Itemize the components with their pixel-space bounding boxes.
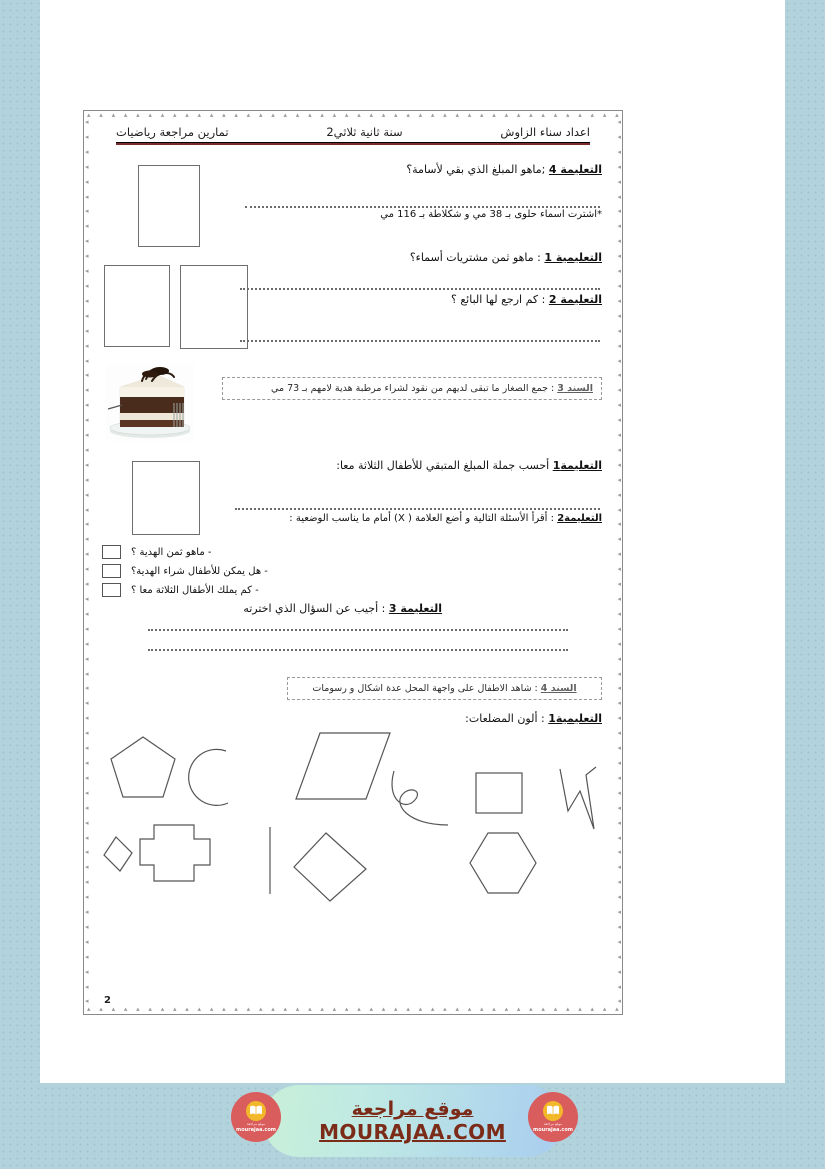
border-tick-icon: ◂ [85,788,89,797]
answer-box[interactable] [180,265,248,349]
border-tick-icon: ◂ [617,967,621,976]
border-tick-icon: ▴ [283,111,288,119]
border-tick-icon: ◂ [85,669,89,678]
task-shapes-line [402,712,602,725]
border-tick-icon: ◂ [617,833,621,842]
border-tick-icon: ◂ [85,848,89,857]
border-tick-icon: ▴ [148,1005,152,1013]
border-tick-icon: ◂ [617,520,621,529]
border-tick-icon: ▴ [271,111,275,119]
border-tick-icon: ▴ [455,1005,459,1013]
border-tick-icon: ▴ [418,1005,423,1013]
border-tick-icon: ◂ [617,401,621,410]
border-tick-icon: ◂ [617,639,621,648]
border-tick-icon: ▴ [430,1005,435,1013]
border-tick-icon: ◂ [85,296,89,305]
border-tick-icon: ▴ [492,111,496,119]
task-3-text: : أجيب عن السؤال الذي اخترته [243,602,386,615]
border-tick-icon: ◂ [85,818,89,827]
checkbox-question-row [102,564,452,578]
page-number: 2 [104,995,111,1006]
answer-dotted-line [245,206,600,208]
border-tick-icon: ◂ [85,565,89,574]
open-circle-arc-shape [189,749,228,805]
border-tick-icon: ◂ [617,773,621,782]
border-tick-icon: ▴ [136,1005,140,1013]
task-4-line [272,163,602,176]
border-tick-icon: ◂ [85,237,89,246]
checkbox-question-list [102,545,452,597]
border-tick-icon: ◂ [85,908,89,917]
border-tick-icon: ◂ [617,669,621,678]
border-tick-icon: ▴ [308,111,312,119]
border-tick-icon: ▴ [222,1005,226,1013]
border-tick-icon: ◂ [85,922,89,931]
answer-box[interactable] [104,265,170,347]
worksheet-header [102,125,604,139]
border-tick-icon: ▴ [516,1005,521,1013]
border-tick-icon: ▴ [209,1005,214,1013]
border-tick-icon: ◂ [617,445,621,454]
answer-checkbox[interactable] [102,583,121,597]
border-tick-icon: ▴ [394,111,398,119]
border-tick-icon: ▴ [332,1005,337,1013]
border-tick-icon: ▴ [602,111,607,119]
border-tick-icon: ▴ [418,111,423,119]
border-tick-icon: ▴ [394,1005,398,1013]
border-tick-icon: ◂ [85,758,89,767]
border-tick-icon: ◂ [617,893,621,902]
border-tick-icon: ▴ [295,111,300,119]
border-tick-icon: ▴ [246,1005,251,1013]
answer-dotted-line [148,629,568,631]
task-check-text: : أقرأ الأسئلة التالية و أضع العلامة ( X) أمام ما يناسب الوضعية : [289,513,554,524]
border-tick-icon: ◂ [85,192,89,201]
border-tick-icon: ◂ [617,252,621,261]
border-tick-icon: ▴ [381,111,386,119]
border-tick-icon: ▴ [565,111,570,119]
source-4-text: : شاهد الاطفال على واجهة المحل عدة اشكال و رسومات [312,683,538,694]
border-tick-icon: ▴ [553,1005,558,1013]
border-tick-icon: ▴ [332,111,337,119]
border-tick-icon: ▴ [87,1005,91,1013]
border-tick-icon: ▴ [578,111,582,119]
curve-shape [392,771,448,825]
border-tick-icon: ◂ [85,281,89,290]
border-tick-icon: ◂ [85,952,89,961]
border-tick-icon: ◂ [617,848,621,857]
border-tick-icon: ◂ [85,401,89,410]
border-tick-icon: ◂ [617,565,621,574]
border-tick-icon: ◂ [617,147,621,156]
border-tick-icon: ◂ [85,714,89,723]
border-tick-icon: ▴ [615,111,619,119]
border-tick-icon: ◂ [85,475,89,484]
border-tick-icon: ▴ [553,111,558,119]
border-tick-icon: ◂ [617,386,621,395]
border-tick-icon: ◂ [617,207,621,216]
banner-arabic-text: موقع مراجعة [351,1098,474,1121]
border-tick-icon: ▴ [246,111,251,119]
border-tick-icon: ▴ [406,111,410,119]
answer-dotted-line [148,649,568,651]
border-tick-icon: ▴ [565,1005,570,1013]
border-tick-icon: ◂ [85,490,89,499]
border-tick-icon: ◂ [85,684,89,693]
border-tick-icon: ▴ [480,111,484,119]
border-tick-icon: ▴ [87,111,91,119]
border-tick-icon: ◂ [85,311,89,320]
border-tick-icon: ▴ [516,111,521,119]
task-sum-text: أحسب جملة المبلغ المتبقي للأطفال الثلاثة معا: [336,459,550,472]
border-tick-icon: ▴ [602,1005,607,1013]
border-tick-icon: ◂ [617,654,621,663]
border-tick-icon: ▴ [578,1005,582,1013]
answer-box[interactable] [132,461,200,535]
border-tick-icon: ◂ [617,550,621,559]
border-tick-icon: ◂ [85,595,89,603]
border-tick-icon: ▴ [99,1005,103,1013]
task-1-line [262,251,602,264]
border-tick-icon: ◂ [617,758,621,767]
border-tick-icon: ▴ [541,1005,545,1013]
checkbox-question-label: - ماهو ثمن الهدية ؟ [131,546,212,558]
border-tick-icon: ▴ [369,111,373,119]
source-3-text: : جمع الصغار ما تبقى لديهم من نقود لشراء مرطبة هدية لامهم بـ 73 مي [271,383,555,394]
border-tick-icon: ▴ [541,111,545,119]
task-2-label: التعليمة 2 [548,293,602,306]
answer-checkbox[interactable] [102,545,121,559]
checkbox-question-row [102,583,452,597]
cross-shape [140,825,210,881]
border-tick-icon: ▴ [357,111,361,119]
border-tick-icon: ◂ [85,654,89,663]
logo-url-label: mourajaa.com [532,1127,573,1134]
brand-logo-right [528,1092,578,1142]
border-tick-icon: ◂ [617,192,621,201]
border-tick-icon: ◂ [85,833,89,842]
border-tick-icon: ▴ [308,1005,312,1013]
border-tick-icon: ◂ [85,371,89,380]
border-tick-icon: ◂ [85,386,89,395]
border-tick-icon: ◂ [85,267,89,276]
border-tick-icon: ◂ [617,714,621,723]
small-diamond-shape [104,837,132,871]
border-tick-icon: ▴ [99,111,103,119]
parallelogram-shape [296,733,390,799]
task-check-label: التعليمة2 [557,513,602,524]
border-tick-icon: ◂ [617,475,621,484]
border-tick-icon: ◂ [617,878,621,887]
border-tick-icon: ◂ [617,431,621,440]
border-tick-icon: ▴ [185,1005,189,1013]
border-tick-icon: ▴ [529,111,533,119]
border-tick-icon: ◂ [617,326,621,335]
border-tick-icon: ▴ [504,1005,509,1013]
border-tick-icon: ◂ [617,490,621,499]
border-tick-icon: ◂ [617,937,621,946]
border-tick-icon: ◂ [617,997,621,1006]
border-tick-icon: ◂ [85,878,89,887]
border-tick-icon: ◂ [617,580,621,589]
border-tick-icon: ◂ [85,535,89,544]
banner-pill [263,1085,563,1157]
task-3-label: التعليمة 3 [388,602,442,615]
border-tick-icon: ▴ [234,111,238,119]
header-level: سنة ثانية ثلاثي2 [326,125,403,139]
border-tick-icon: ▴ [160,1005,165,1013]
border-tick-icon: ▴ [443,111,447,119]
border-tick-icon: ▴ [123,111,128,119]
border-tick-icon: ◂ [85,162,89,171]
checkbox-question-label: - هل يمكن للأطفال شراء الهدية؟ [131,565,268,577]
task-2-text: : كم ارجع لها البائع ؟ [450,293,546,306]
border-tick-icon: ◂ [617,684,621,693]
border-tick-icon: ◂ [85,252,89,261]
border-tick-icon: ◂ [617,281,621,290]
border-tick-icon: ◂ [85,132,89,141]
border-tick-icon: ▴ [197,111,202,119]
border-tick-icon: ▴ [443,1005,447,1013]
border-tick-icon: ◂ [85,356,89,365]
diamond-shape [294,833,366,901]
logo-url-label: mourajaa.com [235,1127,276,1134]
border-tick-icon: ◂ [85,773,89,782]
border-tick-icon: ▴ [406,1005,410,1013]
task-1-text: : ماهو ثمن مشتريات أسماء؟ [409,251,541,264]
problem-statement-asma [252,209,602,220]
border-tick-icon: ▴ [467,111,472,119]
bottom-watermark-banner [0,1078,825,1164]
border-tick-icon: ◂ [617,624,621,633]
answer-dotted-line [240,288,600,290]
border-tick-icon: ◂ [85,744,89,753]
border-tick-icon: ▴ [504,111,509,119]
border-tick-icon: ◂ [617,311,621,320]
task-4-text: ;ماهو المبلغ الذي بقي لأسامة؟ [406,163,546,176]
border-tick-icon: ▴ [234,1005,238,1013]
border-tick-icon: ◂ [617,505,621,514]
border-tick-icon: ◂ [617,296,621,305]
header-divider [116,142,590,145]
task-sum-label: التعليمة1 [552,459,602,472]
border-tick-icon: ◂ [617,356,621,365]
border-tick-icon: ◂ [617,863,621,872]
border-tick-icon: ▴ [295,1005,300,1013]
logo-arabic-label: موقع مراجعة [543,1121,563,1126]
border-tick-icon: ◂ [617,460,621,469]
border-tick-icon: ◂ [85,624,89,633]
border-tick-icon: ◂ [85,341,89,350]
border-tick-icon: ◂ [85,937,89,946]
border-tick-icon: ◂ [617,803,621,812]
border-tick-icon: ◂ [617,371,621,380]
border-tick-icon: ▴ [615,1005,619,1013]
border-tick-icon: ▴ [258,111,263,119]
border-tick-icon: ◂ [85,222,89,231]
task-shapes-label: التعليمية1 [548,712,602,725]
border-tick-icon: ◂ [85,207,89,216]
border-tick-icon: ▴ [111,1005,116,1013]
border-tick-icon: ◂ [617,729,621,738]
hexagon-shape [470,833,536,893]
border-tick-icon: ▴ [185,111,189,119]
task-check-line [227,513,602,524]
header-author: اعداد سناء الزاوش [500,125,590,139]
border-tick-icon: ◂ [617,595,621,603]
border-tick-icon: ▴ [172,1005,177,1013]
border-tick-icon: ▴ [172,111,177,119]
border-tick-icon: ▴ [160,111,165,119]
answer-box[interactable] [138,165,200,247]
border-tick-icon: ◂ [85,997,89,1006]
border-tick-icon: ▴ [590,111,595,119]
border-tick-icon: ◂ [85,460,89,469]
source-3-box [222,377,602,400]
border-tick-icon: ▴ [148,111,152,119]
border-tick-icon: ▴ [222,111,226,119]
border-tick-icon: ▴ [197,1005,202,1013]
task-1-label: التعليمية 1 [544,251,602,264]
border-tick-icon: ▴ [590,1005,595,1013]
border-tick-icon: ◂ [85,729,89,738]
border-tick-icon: ◂ [617,132,621,141]
border-tick-icon: ◂ [85,803,89,812]
border-tick-icon: ◂ [85,416,89,425]
border-tick-icon: ◂ [85,609,89,618]
border-tick-icon: ◂ [617,222,621,231]
border-tick-icon: ◂ [85,863,89,872]
brand-logo-left [231,1092,281,1142]
banner-site-url: MOURAJAA.COM [319,1119,506,1144]
border-tick-icon: ◂ [85,505,89,514]
border-tick-icon: ◂ [617,952,621,961]
border-tick-icon: ▴ [467,1005,472,1013]
border-tick-icon: ◂ [85,445,89,454]
border-tick-icon: ▴ [320,1005,324,1013]
border-tick-icon: ▴ [258,1005,263,1013]
border-tick-icon: ◂ [617,699,621,708]
border-tick-icon: ▴ [529,1005,533,1013]
checkbox-question-row [102,545,452,559]
border-tick-icon: ▴ [492,1005,496,1013]
border-tick-icon: ◂ [617,818,621,827]
border-tick-icon: ◂ [85,699,89,708]
border-tick-icon: ◂ [85,118,89,126]
border-tick-icon: ◂ [617,744,621,753]
book-icon [543,1101,563,1121]
border-tick-icon: ◂ [85,147,89,156]
border-tick-icon: ◂ [85,982,89,991]
border-tick-icon: ◂ [85,893,89,902]
border-tick-icon: ▴ [369,1005,373,1013]
border-tick-icon: ◂ [617,788,621,797]
border-tick-icon: ◂ [85,580,89,589]
worksheet-frame [83,110,623,1015]
header-title: تمارين مراجعة رياضيات [116,125,229,139]
border-tick-icon: ▴ [480,1005,484,1013]
border-tick-icon: ▴ [111,111,116,119]
answer-dotted-line [235,508,600,510]
border-tick-icon: ◂ [85,520,89,529]
source-4-label: السند 4 [540,683,577,694]
border-tick-icon: ◂ [617,177,621,186]
border-tick-icon: ▴ [344,111,349,119]
problem-statement-text: *اشترت اسماء حلوى بـ 38 مي و شكلاطة بـ 116 مي [380,209,602,220]
border-tick-icon: ◂ [85,326,89,335]
border-tick-icon: ◂ [85,177,89,186]
border-tick-icon: ◂ [617,609,621,618]
shapes-diagram [98,729,598,909]
source-4-box [287,677,602,700]
border-tick-icon: ◂ [617,237,621,246]
border-tick-icon: ▴ [357,1005,361,1013]
border-tick-icon: ◂ [617,982,621,991]
border-tick-icon: ▴ [381,1005,386,1013]
pentagon-shape [111,737,175,797]
border-tick-icon: ◂ [85,967,89,976]
border-tick-icon: ◂ [85,431,89,440]
border-tick-icon: ▴ [320,111,324,119]
answer-dotted-line [240,340,600,342]
border-tick-icon: ▴ [136,111,140,119]
border-tick-icon: ▴ [271,1005,275,1013]
source-3-label: السند 3 [557,383,593,394]
logo-arabic-label: موقع مراجعة [246,1121,266,1126]
task-4-label: التعليمة 4 [548,163,602,176]
border-tick-icon: ◂ [617,535,621,544]
border-tick-icon: ◂ [617,162,621,171]
border-tick-icon: ◂ [617,922,621,931]
checkbox-question-label: - كم يملك الأطفال الثلاثة معا ؟ [131,584,259,596]
task-3-line [102,602,442,615]
zigzag-shape [560,767,596,829]
border-tick-icon: ▴ [123,1005,128,1013]
border-tick-icon: ▴ [455,111,459,119]
square-shape [476,773,522,813]
task-2-line [262,293,602,306]
task-shapes-text: : ألون المضلعات: [465,712,545,725]
border-tick-icon: ▴ [209,111,214,119]
task-sum-line [242,459,602,472]
border-tick-icon: ▴ [283,1005,288,1013]
border-tick-icon: ◂ [85,639,89,648]
border-tick-icon: ◂ [617,416,621,425]
border-tick-icon: ◂ [617,267,621,276]
border-tick-icon: ◂ [617,908,621,917]
border-tick-icon: ▴ [344,1005,349,1013]
border-tick-icon: ▴ [430,111,435,119]
answer-checkbox[interactable] [102,564,121,578]
border-tick-icon: ◂ [85,550,89,559]
border-tick-icon: ◂ [617,118,621,126]
cake-photo [106,365,194,441]
border-tick-icon: ◂ [617,341,621,350]
book-icon [246,1101,266,1121]
